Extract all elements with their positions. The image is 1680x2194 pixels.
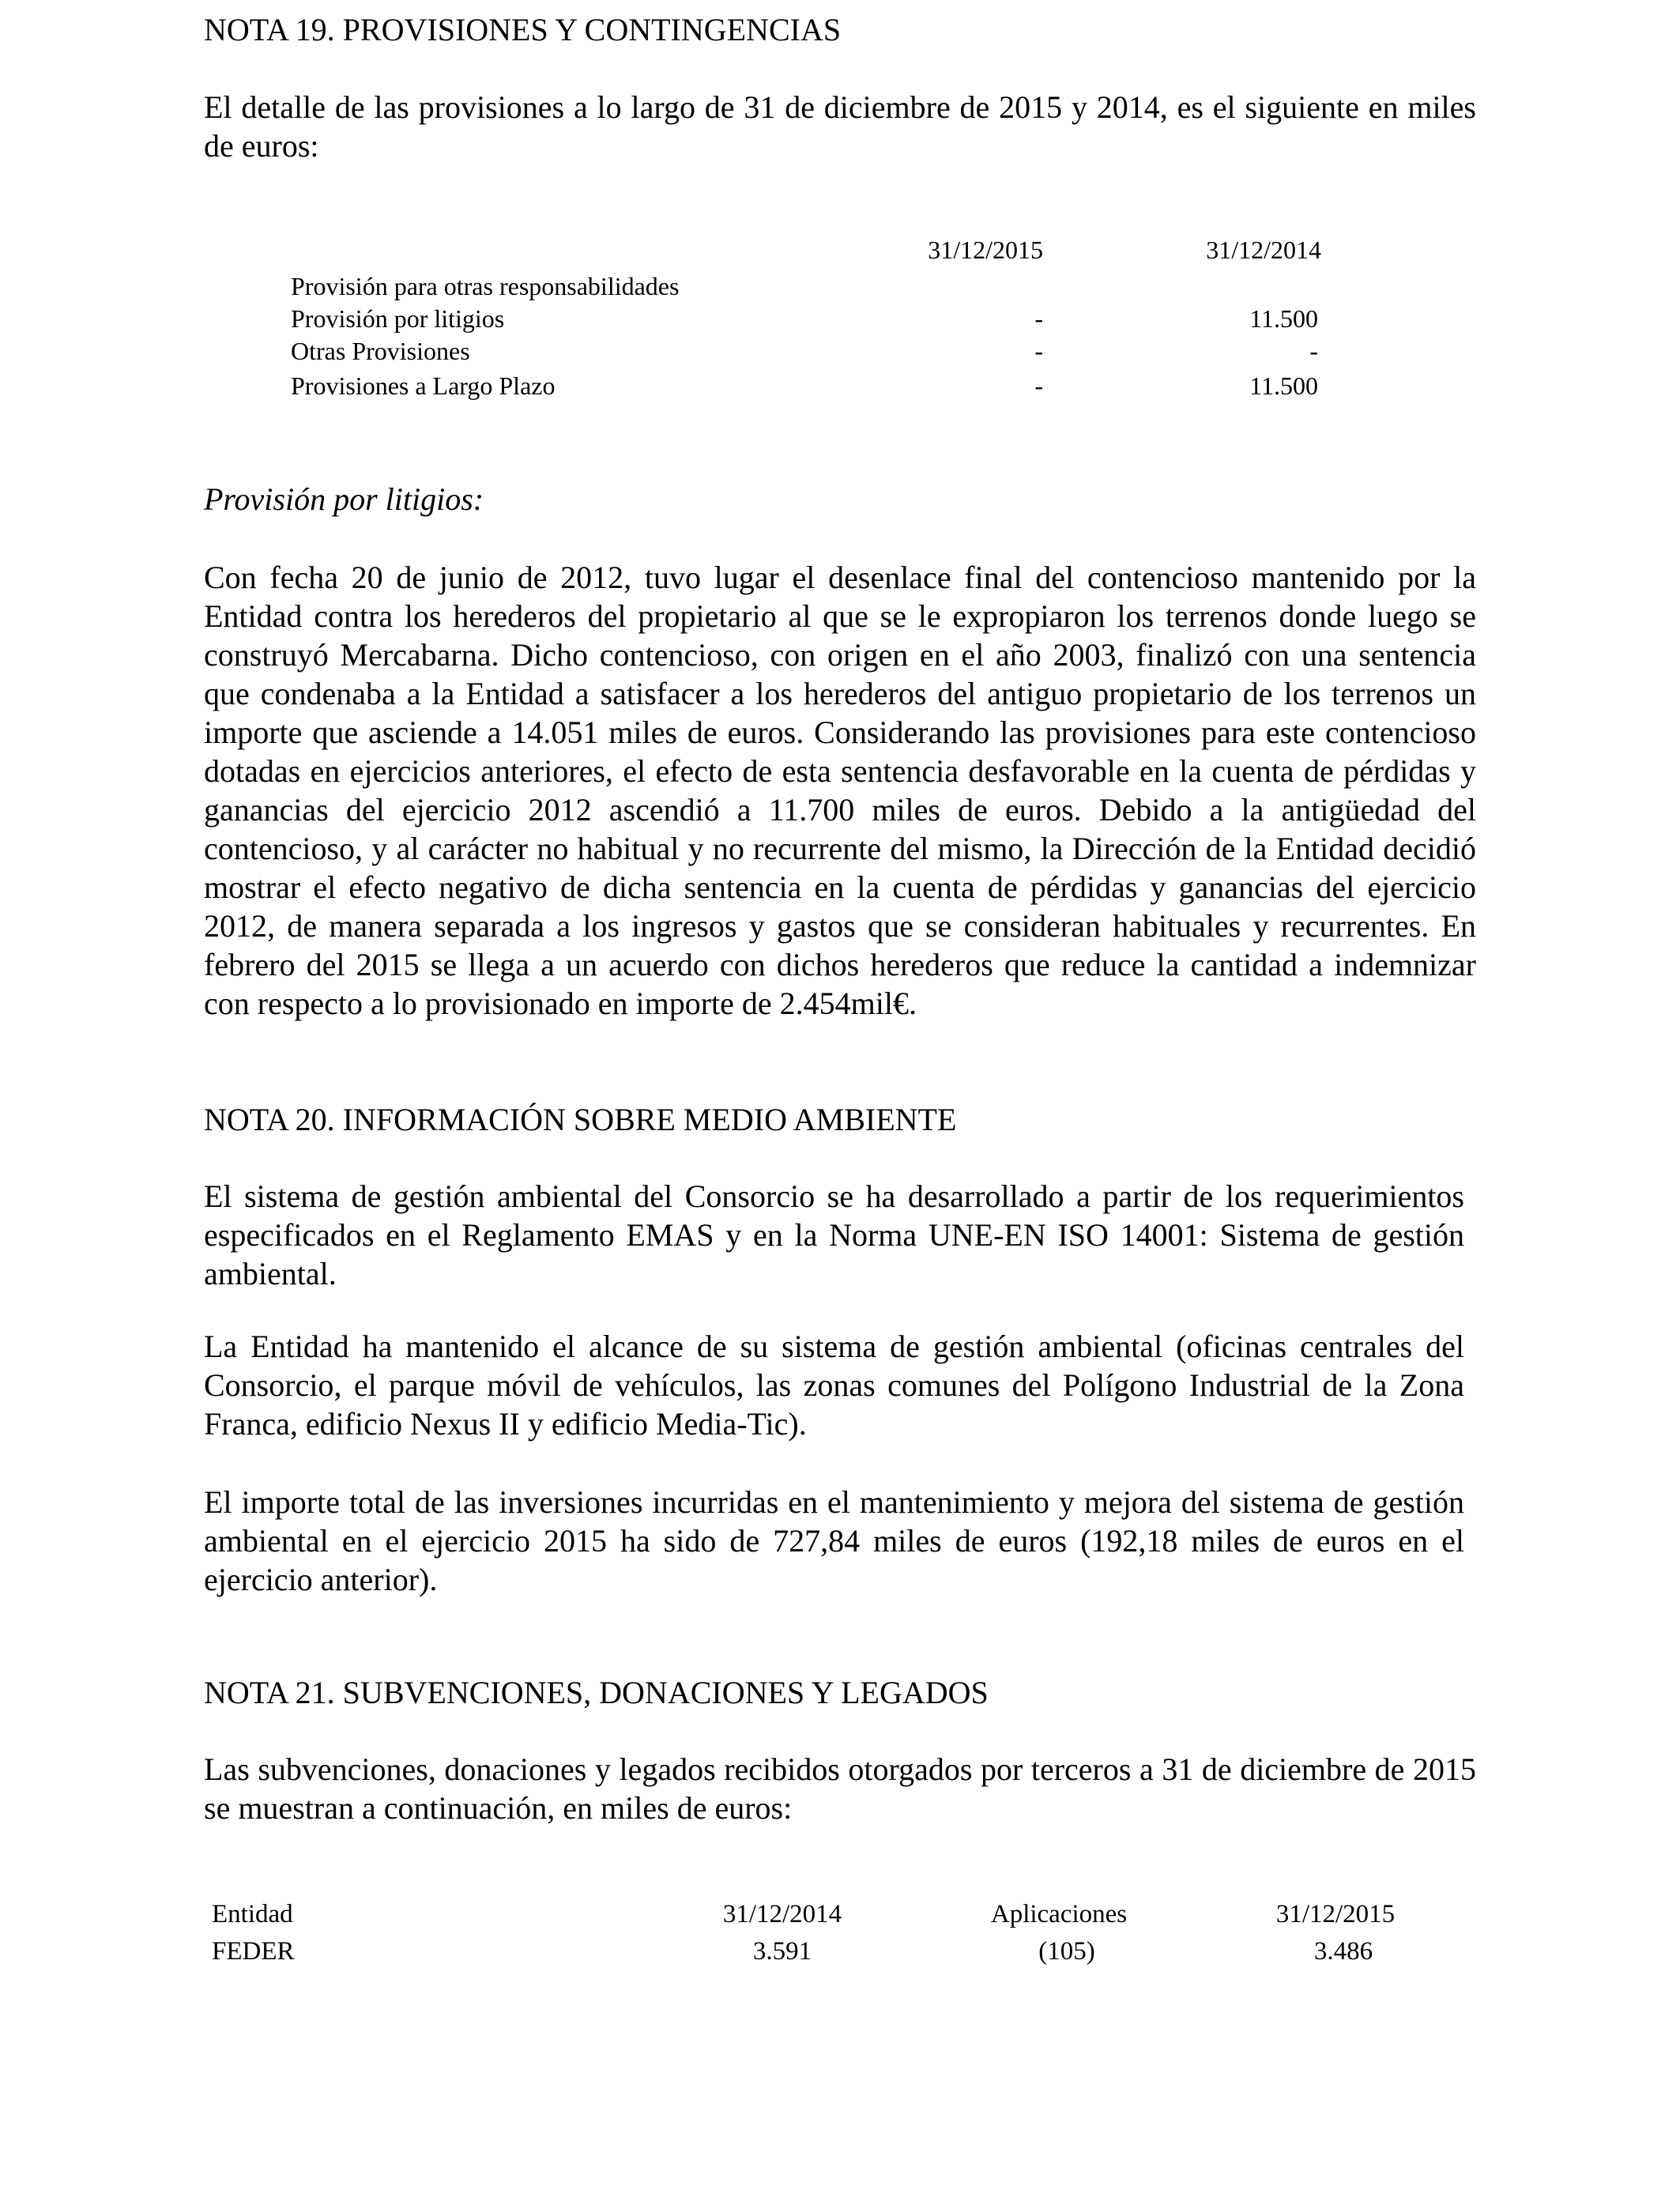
col-header-entidad: Entidad xyxy=(212,1900,293,1928)
col-header-2015: 31/12/2015 xyxy=(1275,1900,1396,1928)
col-header-2014: 31/12/2014 xyxy=(1206,236,1321,264)
cell-2015: - xyxy=(1034,337,1043,365)
cell-2014: 3.591 xyxy=(752,1937,812,1966)
row-label: Provisión por litigios xyxy=(291,304,505,333)
col-header-aplicaciones: Aplicaciones xyxy=(990,1900,1128,1928)
col-header-2015: 31/12/2015 xyxy=(928,236,1043,264)
col-header-2014: 31/12/2014 xyxy=(722,1900,842,1928)
cell-aplicaciones: (105) xyxy=(1038,1937,1095,1966)
cell-2015: 3.486 xyxy=(1313,1937,1373,1966)
row-label: Provisión para otras responsabilidades xyxy=(291,272,680,300)
nota19-intro: El detalle de las provisiones a lo largo de 31 de diciembre de 2015 y 2014, es el siguiente en miles de euros: xyxy=(204,89,1476,164)
nota20-p1: El sistema de gestión ambiental del Consorcio se ha desarrollado a partir de los requerimientos especificados en el Reglamento EMAS y en la Norma UNE-EN ISO 14001: Sistema de gestión ambiental. xyxy=(204,1178,1464,1291)
cell-2014: 11.500 xyxy=(1249,371,1318,400)
cell-entidad: FEDER xyxy=(212,1937,295,1966)
nota20-p3: El importe total de las inversiones incurridas en el mantenimiento y mejora del sistema de gestión ambiental en el ejercicio 2015 ha sido de 727,84 miles de euros (192,18 miles de euros en el ejercicio anterior). xyxy=(204,1484,1464,1597)
nota21-intro: Las subvenciones, donaciones y legados recibidos otorgados por terceros a 31 de diciembre de 2015 se muestran a continuación, en miles de euros: xyxy=(204,1751,1476,1826)
cell-2014: 11.500 xyxy=(1249,304,1318,333)
cell-2015: - xyxy=(1034,304,1043,333)
litigios-subheading: Provisión por litigios: xyxy=(204,481,484,517)
cell-2014: - xyxy=(1309,337,1318,365)
row-label: Otras Provisiones xyxy=(291,337,470,365)
nota19-heading: NOTA 19. PROVISIONES Y CONTINGENCIAS xyxy=(204,12,842,47)
cell-2015: - xyxy=(1034,371,1043,400)
nota21-heading: NOTA 21. SUBVENCIONES, DONACIONES Y LEGADOS xyxy=(204,1675,989,1710)
nota20-heading: NOTA 20. INFORMACIÓN SOBRE MEDIO AMBIENTE xyxy=(204,1102,957,1137)
nota20-p2: La Entidad ha mantenido el alcance de su sistema de gestión ambiental (oficinas centrales del Consorcio, el parque móvil de vehículos, las zonas comunes del Polígono Industrial de la Zona Franca, edificio Nexus II y edificio Media-Tic). xyxy=(204,1329,1464,1442)
litigios-body: Con fecha 20 de junio de 2012, tuvo lugar el desenlace final del contencioso mantenido por la Entidad contra los herederos del propietario al que se le expropiaron los terrenos donde luego se construyó Mercabarna. Dicho contencioso, con origen en el año 2003, finalizó con una sentencia que condenaba a la Entidad a satisfacer a los herederos del antiguo propietario de los terrenos un importe que asciende a 14.051 miles de euros. Considerando las provisiones para este contencioso dotadas en ejercicios anteriores, el efecto de esta sentencia desfavorable en la cuenta de pérdidas y ganancias del ejercicio 2012 ascendió a 11.700 miles de euros. Debido a la antigüedad del contencioso, y al carácter no habitual y no recurrente del mismo, la Dirección de la Entidad decidió mostrar el efecto negativo de dicha sentencia en la cuenta de pérdidas y ganancias del ejercicio 2012, de manera separada a los ingresos y gastos que se consideran habituales y recurrentes. En febrero del 2015 se llega a un acuerdo con dichos herederos que reduce la cantidad a indemnizar con respecto a lo provisionado en importe de 2.454mil€. xyxy=(204,560,1476,1021)
row-label: Provisiones a Largo Plazo xyxy=(291,371,556,400)
